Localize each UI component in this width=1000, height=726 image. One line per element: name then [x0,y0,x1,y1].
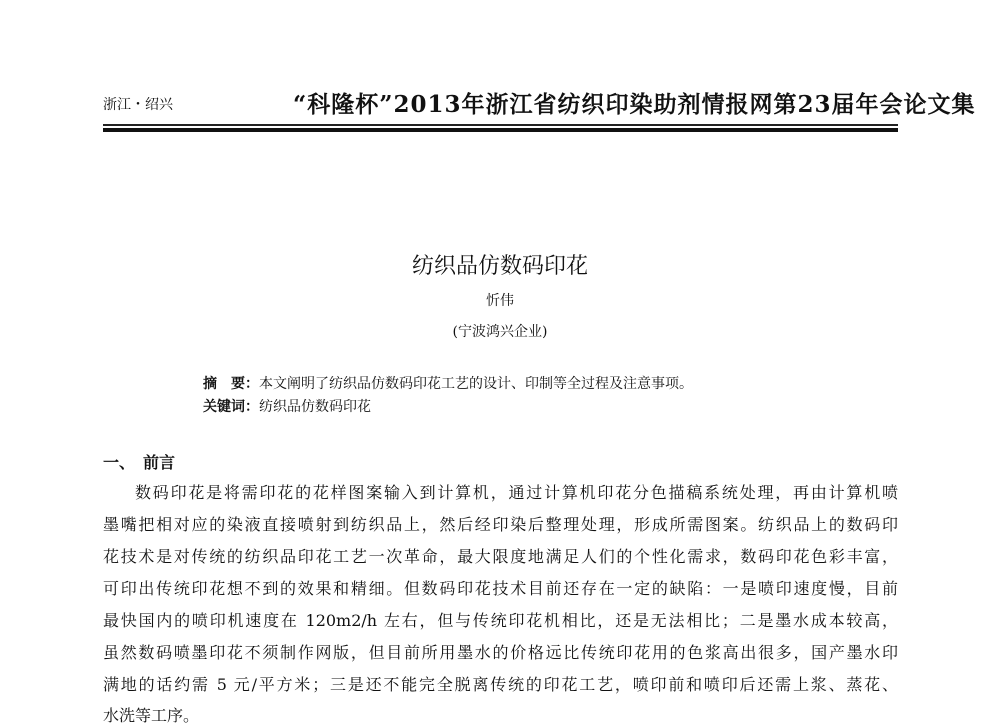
paragraph-line: 最快国内的喷印机速度在 120m2/h 左右，但与传统印花机相比，还是无法相比；二是墨水成本较高， [103,611,898,630]
author: 忻伟 [486,293,514,309]
paragraph-line: 可印出传统印花想不到的效果和精细。但数码印花技术目前还存在一定的缺陷：一是喷印速度慢，目前 [103,579,898,598]
abstract-text: 本文阐明了纺织品仿数码印花工艺的设计、印制等全过程及注意事项。 [259,376,693,392]
section-heading: 一、 前言 [103,453,176,472]
keywords-label: 关键词： [203,399,259,415]
affiliation: (宁波鸿兴企业) [452,324,548,340]
paragraph-line: 满地的话约需 5 元/平方米；三是还不能完全脱离传统的印花工艺，喷印前和喷印后还需上浆、蒸花、 [103,675,898,694]
paragraph-line: 墨嘴把相对应的染液直接喷射到纺织品上，然后经印染后整理处理，形成所需图案。纺织品上的数码印 [103,515,898,534]
header-rule-thin [103,124,898,126]
keywords [203,396,371,416]
paragraph-line: 水洗等工序。 [103,706,200,725]
paragraph-line: 数码印花是将需印花的花样图案输入到计算机，通过计算机印花分色描稿系统处理，再由计算机喷 [135,483,898,502]
abstract [203,373,693,393]
paper-title: 纺织品仿数码印花 [411,254,588,279]
paragraph-line: 花技术是对传统的纺织品印花工艺一次革命，最大限度地满足人们的个性化需求，数码印花色彩丰富， [103,547,898,566]
running-header-proceedings: “科隆杯”2013年浙江省纺织印染助剂情报网第23届年会论文集 [293,91,976,118]
abstract-label: 摘 要： [203,376,259,392]
keywords-text: 纺织品仿数码印花 [259,399,371,415]
running-header-location: 浙江・绍兴 [103,97,173,113]
paragraph-line: 虽然数码喷墨印花不须制作网版，但目前所用墨水的价格远比传统印花用的色浆高出很多，国产墨水印 [103,643,898,662]
header-rule-thick [103,128,898,132]
